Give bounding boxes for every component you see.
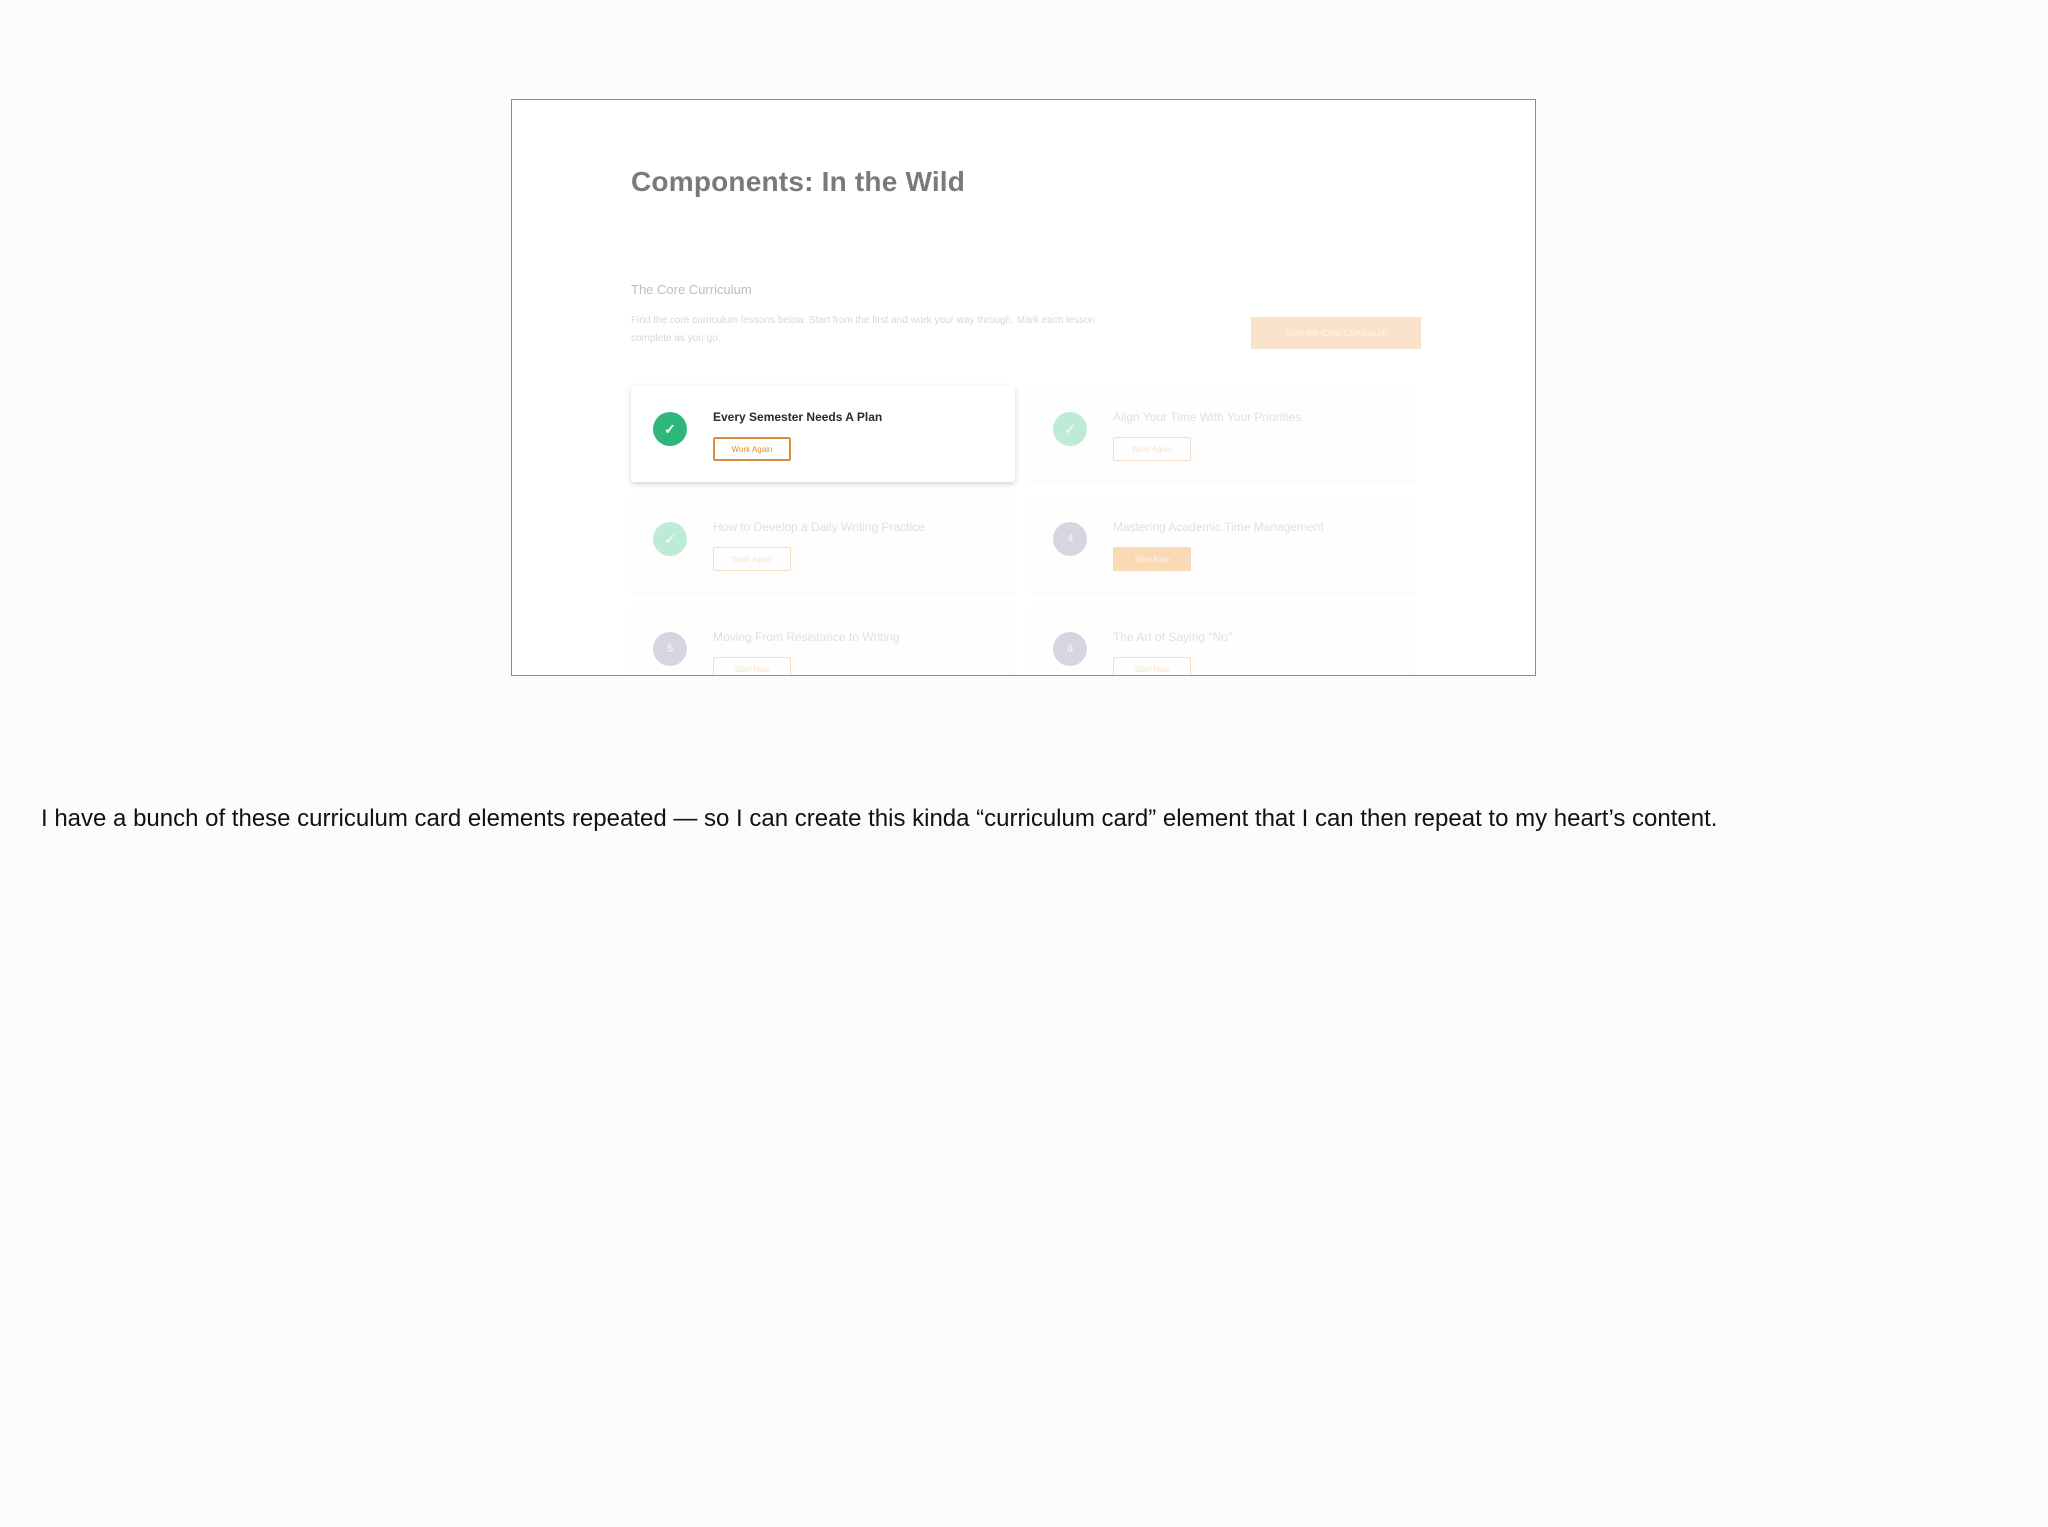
card-title: Moving From Resistance to Writing [713, 630, 900, 644]
lesson-badge-icon: 4 [1053, 522, 1087, 556]
card-action-button[interactable]: Start Now [1113, 547, 1191, 571]
section-heading: The Core Curriculum [631, 282, 752, 297]
card-action-button[interactable]: Start Now [1113, 657, 1191, 676]
curriculum-card[interactable] [1031, 606, 1415, 676]
lesson-badge-icon: ✓ [653, 412, 687, 446]
lesson-badge-icon: ✓ [1053, 412, 1087, 446]
card-title: Mastering Academic Time Management [1113, 520, 1324, 534]
card-title: The Art of Saying "No" [1113, 630, 1233, 644]
card-action-button[interactable]: Work Again [713, 547, 791, 571]
lesson-badge-icon: 5 [653, 632, 687, 666]
curriculum-card[interactable] [631, 386, 1015, 482]
curriculum-card[interactable] [1031, 386, 1415, 482]
card-title: How to Develop a Daily Writing Practice [713, 520, 925, 534]
curriculum-card-grid [631, 386, 1423, 676]
card-title: Align Your Time With Your Priorities [1113, 410, 1302, 424]
card-action-button[interactable]: Start Now [713, 657, 791, 676]
card-action-button[interactable]: Work Again [1113, 437, 1191, 461]
curriculum-card[interactable] [631, 496, 1015, 592]
start-curriculum-button[interactable]: Start the Core Curriculum [1251, 317, 1421, 349]
curriculum-card[interactable] [631, 606, 1015, 676]
screenshot-frame [511, 99, 1536, 676]
slide-caption: I have a bunch of these curriculum card elements repeated — so I can create this kinda “curriculum card” element that I can then repeat to my heart’s content. [41, 805, 1718, 832]
card-action-button[interactable]: Work Again [713, 437, 791, 461]
curriculum-card[interactable] [1031, 496, 1415, 592]
page-title: Components: In the Wild [631, 166, 966, 197]
section-description: Find the core curriculum lessons below. Start from the first and work your way through. Mark each lesson complete as you go. [631, 315, 1096, 344]
card-title: Every Semester Needs A Plan [713, 410, 883, 424]
lesson-badge-icon: 6 [1053, 632, 1087, 666]
lesson-badge-icon: ✓ [653, 522, 687, 556]
